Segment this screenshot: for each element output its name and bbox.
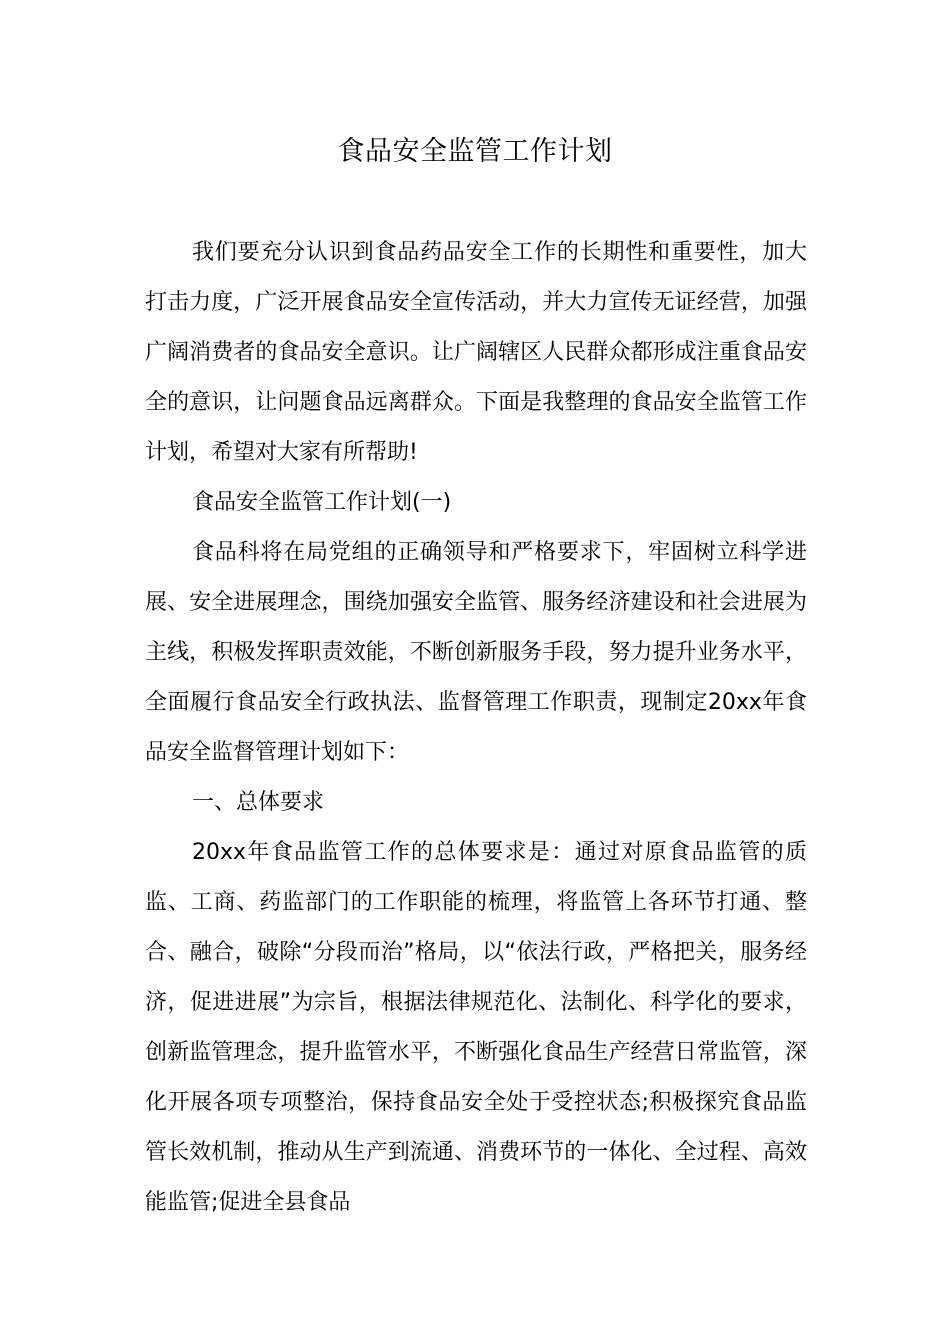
intro-paragraph: 我们要充分认识到食品药品安全工作的长期性和重要性，加大打击力度，广泛开展食品安全宣传活动，并大力宣传无证经营，加强广阔消费者的食品安全意识。让广阔辖区人民群众都形成注重食品安全的意识，让问题食品远离群众。下面是我整理的食品安全监管工作计划，希望对大家有所帮助! (145, 240, 807, 465)
document-body (145, 228, 807, 1228)
plan-paragraph: 食品科将在局党组的正确领导和严格要求下，牢固树立科学进展、安全进展理念，围绕加强安全监管、服务经济建设和社会进展为主线，积极发挥职责效能，不断创新服务手段，努力提升业务水平，全面履行食品安全行政执法、监督管理工作职责，现制定20xx年食品安全监督管理计划如下： (145, 540, 807, 765)
plan-heading: 食品安全监管工作计划(一) (192, 490, 452, 515)
requirements-paragraph: 20xx年食品监管工作的总体要求是：通过对原食品监管的质监、工商、药监部门的工作职能的梳理，将监管上各环节打通、整合、融合，破除“分段而治”格局，以“依法行政，严格把关，服务经济，促进进展”为宗旨，根据法律规范化、法制化、科学化的要求，创新监管理念，提升监管水平，不断强化食品生产经营日常监管，深化开展各项专项整治，保持食品安全处于受控状态;积极探究食品监管长效机制，推动从生产到流通、消费环节的一体化、全过程、高效能监管;促进全县食品 (145, 840, 807, 1215)
document-title: 食品安全监管工作计划 (337, 136, 613, 167)
section-heading: 一、总体要求 (192, 790, 325, 815)
